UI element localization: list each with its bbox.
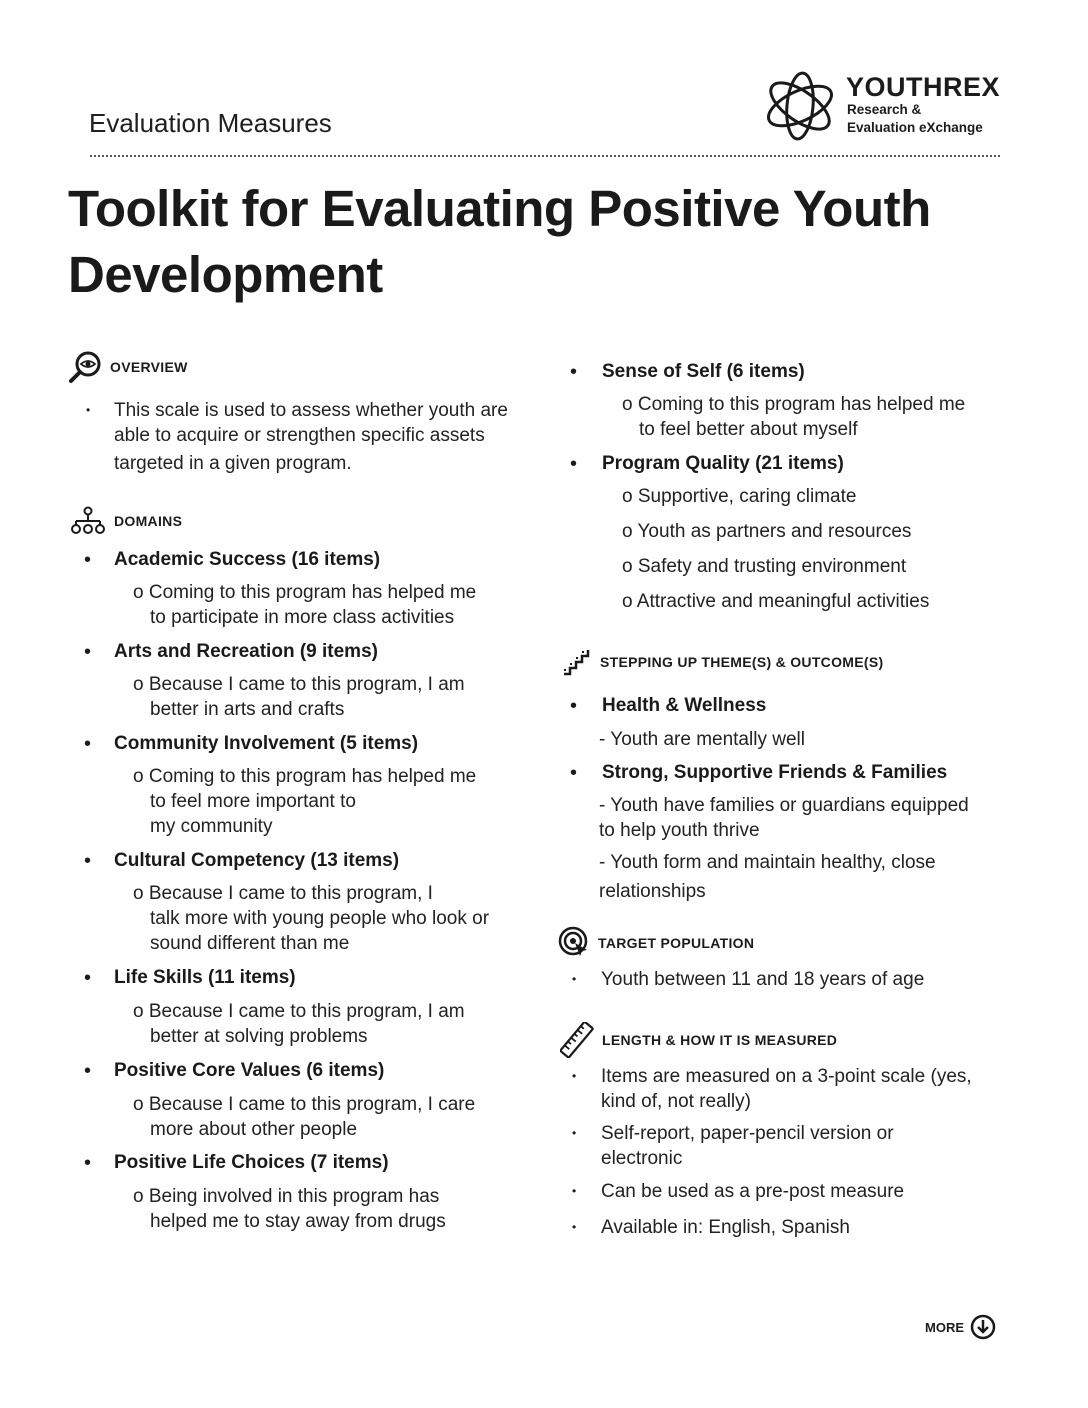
domain-example [622, 392, 965, 442]
theme-name: Health & Wellness [602, 695, 767, 716]
example-line: o Because I came to this program, I care [133, 1094, 476, 1115]
example-line: o Supportive, caring climate [622, 486, 857, 507]
domain-example [133, 999, 465, 1049]
bullet: • [572, 1069, 577, 1083]
length-line: Items are measured on a 3-point scale (yes, [601, 1066, 972, 1087]
example-line: o Because I came to this program, I [133, 883, 433, 904]
more-label: MORE [925, 1319, 964, 1335]
bullet: • [84, 733, 92, 755]
length-item [601, 1064, 972, 1114]
example-line: o Youth as partners and resources [622, 521, 912, 542]
length-line: kind of, not really) [601, 1091, 751, 1112]
theme-outcome [599, 727, 805, 752]
stepping-up-heading: STEPPING UP THEME(S) & OUTCOME(S) [600, 654, 884, 670]
title-line-2: Development [68, 246, 383, 303]
example-line: helped me to stay away from drugs [150, 1211, 446, 1232]
example-line: to participate in more class activities [150, 607, 455, 628]
bullet: • [84, 641, 92, 663]
bullet: • [570, 695, 578, 717]
bullet: • [572, 1126, 577, 1140]
example-line: to feel more important to [150, 791, 356, 812]
domain-name: Life Skills (11 items) [114, 967, 296, 988]
bullet: • [570, 361, 578, 383]
outcome-line: relationships [599, 881, 706, 902]
length-line: Available in: English, Spanish [601, 1217, 850, 1238]
example-line: more about other people [150, 1119, 358, 1140]
domain-name: Cultural Competency (13 items) [114, 850, 400, 871]
hierarchy-icon [70, 506, 106, 536]
magnifier-eye-icon [68, 350, 102, 384]
example-line: o Because I came to this program, I am [133, 1001, 465, 1022]
domain-name: Arts and Recreation (9 items) [114, 641, 378, 662]
example-line: my community [150, 816, 273, 837]
example-line: o Because I came to this program, I am [133, 674, 465, 695]
example-line: better in arts and crafts [150, 699, 345, 720]
domains-heading: DOMAINS [114, 513, 183, 529]
domain-name: Program Quality (21 items) [602, 453, 844, 474]
page-title [68, 176, 1008, 308]
bullet: • [570, 453, 578, 475]
overview-line: able to acquire or strengthen specific assets [114, 425, 485, 446]
bullet: • [86, 403, 91, 417]
domains-section-header [70, 506, 182, 536]
length-item [601, 1179, 904, 1204]
length-line: electronic [601, 1148, 683, 1169]
example-line: o Safety and trusting environment [622, 556, 907, 577]
overview-line: targeted in a given program. [114, 453, 352, 474]
more-link[interactable] [925, 1314, 996, 1340]
length-line: Can be used as a pre-post measure [601, 1181, 905, 1202]
logo-subtitle-1: Research & [847, 102, 922, 117]
header-label: Evaluation Measures [89, 108, 332, 138]
example-line: o Coming to this program has helped me [622, 394, 966, 415]
overview-text [114, 398, 508, 476]
target-population-heading: TARGET POPULATION [598, 935, 755, 951]
length-item [601, 1215, 850, 1240]
orbit-logo-icon [760, 70, 840, 142]
domain-example [133, 764, 476, 839]
logo-name: YOUTHREX [846, 72, 1001, 102]
logo-subtitle-2: Evaluation eXchange [847, 120, 983, 135]
bullet: • [572, 1184, 577, 1198]
domain-example [133, 1092, 475, 1142]
example-line: talk more with young people who look or [150, 908, 490, 929]
domain-example [133, 580, 476, 630]
arrow-down-circle-icon [970, 1314, 996, 1340]
bullet: • [84, 1152, 92, 1174]
length-item [601, 1121, 894, 1171]
outcome-line: - Youth have families or guardians equipped [599, 795, 969, 816]
stepping-up-section-header [562, 648, 883, 676]
length-line: Self-report, paper-pencil version or [601, 1123, 894, 1144]
example-line: o Coming to this program has helped me [133, 766, 477, 787]
example-line: o Being involved in this program has [133, 1186, 440, 1207]
example-line: better at solving problems [150, 1026, 368, 1047]
header-divider [90, 155, 1000, 157]
example-line: o Attractive and meaningful activities [622, 591, 930, 612]
outcome-line: - Youth are mentally well [599, 729, 805, 750]
outcome-line: - Youth form and maintain healthy, close [599, 852, 936, 873]
domain-example [622, 484, 929, 614]
domain-name: Positive Life Choices (7 items) [114, 1152, 389, 1173]
domain-example [133, 1184, 446, 1234]
theme-name: Strong, Supportive Friends & Families [602, 762, 948, 783]
example-line: sound different than me [150, 933, 350, 954]
domain-name: Community Involvement (5 items) [114, 733, 419, 754]
length-section-header [560, 1022, 837, 1058]
domain-name: Sense of Self (6 items) [602, 361, 805, 382]
example-line: o Coming to this program has helped me [133, 582, 477, 603]
overview-heading: OVERVIEW [110, 359, 188, 375]
bullet: • [572, 972, 577, 986]
target-population-section-header [558, 926, 754, 960]
theme-outcome [599, 793, 969, 904]
domain-name: Positive Core Values (6 items) [114, 1060, 385, 1081]
length-heading: LENGTH & HOW IT IS MEASURED [602, 1032, 838, 1048]
target-icon [558, 926, 590, 960]
domain-example [133, 672, 465, 722]
domain-name: Academic Success (16 items) [114, 549, 381, 570]
bullet: • [84, 1060, 92, 1082]
bullet: • [84, 549, 92, 571]
target-population-text: Youth between 11 and 18 years of age [601, 969, 925, 990]
example-line: to feel better about myself [639, 419, 858, 440]
bullet: • [84, 967, 92, 989]
youthrex-logo[interactable] [760, 70, 1010, 140]
overview-line: This scale is used to assess whether youth are [114, 400, 508, 421]
outcome-line: to help youth thrive [599, 820, 760, 841]
title-line-1: Toolkit for Evaluating Positive Youth [68, 180, 931, 237]
ruler-icon [560, 1022, 594, 1058]
bullet: • [84, 850, 92, 872]
domain-example [133, 881, 489, 956]
bullet: • [570, 762, 578, 784]
stairs-icon [562, 648, 592, 676]
bullet: • [572, 1220, 577, 1234]
overview-section-header [68, 350, 188, 384]
